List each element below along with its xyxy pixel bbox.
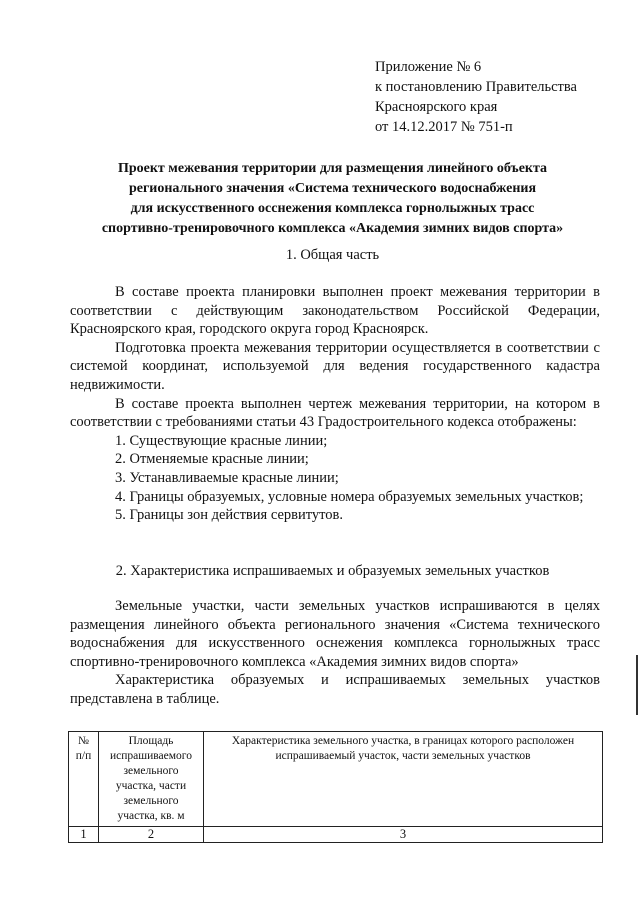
list-item: 2. Отменяемые красные линии; <box>115 451 309 468</box>
table-cell: 3 <box>204 827 603 843</box>
table-header-cell: Площадь испрашиваемого земельного участка, части земельного участка, кв. м <box>99 732 204 827</box>
table-header-cell: Характеристика земельного участка, в границах которого расположен испрашиваемый участок, части земельных участков <box>204 732 603 827</box>
appendix-line: к постановлению Правительства <box>375 79 577 95</box>
title-line: регионального значения «Система технического водоснабжения <box>128 181 537 196</box>
appendix-line: Приложение № 6 <box>375 59 482 75</box>
section-2-body <box>70 597 600 709</box>
title-line: спортивно-тренировочного комплекса «Академия зимних видов спорта» <box>101 221 564 236</box>
table-row <box>69 827 603 843</box>
paragraph: Подготовка проекта межевания территории осуществляется в соответствии с системой координат, используемой для ведения государственного кадастра недвижимости. <box>70 339 600 393</box>
section-1-heading: 1. Общая часть <box>285 247 380 263</box>
title-line: Проект межевания территории для размещения линейного объекта <box>117 161 548 176</box>
title-line: для искусственного осснежения комплекса горнолыжных трасс <box>130 201 535 216</box>
table-header-row <box>69 732 603 827</box>
list-item: 3. Устанавливаемые красные линии; <box>115 469 339 486</box>
list-item: 4. Границы образуемых, условные номера образуемых земельных участков; <box>115 488 584 505</box>
section-2-heading: 2. Характеристика испрашиваемых и образуемых земельных участков <box>115 563 550 579</box>
section-1-body <box>70 283 600 525</box>
appendix-header <box>375 57 625 137</box>
paragraph: Земельные участки, части земельных участков испрашиваются в целях размещения линейного объекта регионального значения «Система технического водоснабжения для искусственного оснежения комплекса горнолыжных трасс спортивно-тренировочного комплекса «Академия зимних видов спорта» <box>70 598 600 670</box>
paragraph: Характеристика образуемых и испрашиваемых земельных участков представлена в таблице. <box>70 672 600 707</box>
scan-edge-mark <box>636 655 638 715</box>
appendix-line: Красноярского края <box>375 99 498 115</box>
appendix-line: от 14.12.2017 № 751-п <box>375 119 513 135</box>
table-cell: 2 <box>99 827 204 843</box>
list-item: 1. Существующие красные линии; <box>115 432 328 449</box>
paragraph: В составе проекта выполнен чертеж межевания территории, на котором в соответствии с требованиями статьи 43 Градостроительного кодекса отображены: <box>70 395 600 431</box>
document-title <box>60 159 605 239</box>
land-plots-table <box>68 731 603 843</box>
table-header-cell: № п/п <box>69 732 99 827</box>
table-cell: 1 <box>69 827 99 843</box>
list-item: 5. Границы зон действия сервитутов. <box>115 507 343 524</box>
paragraph: В составе проекта планировки выполнен проект межевания территории в соответствии с действующим законодательством Российской Федерации, Красноярского края, городского округа город Красноярск. <box>70 284 600 338</box>
